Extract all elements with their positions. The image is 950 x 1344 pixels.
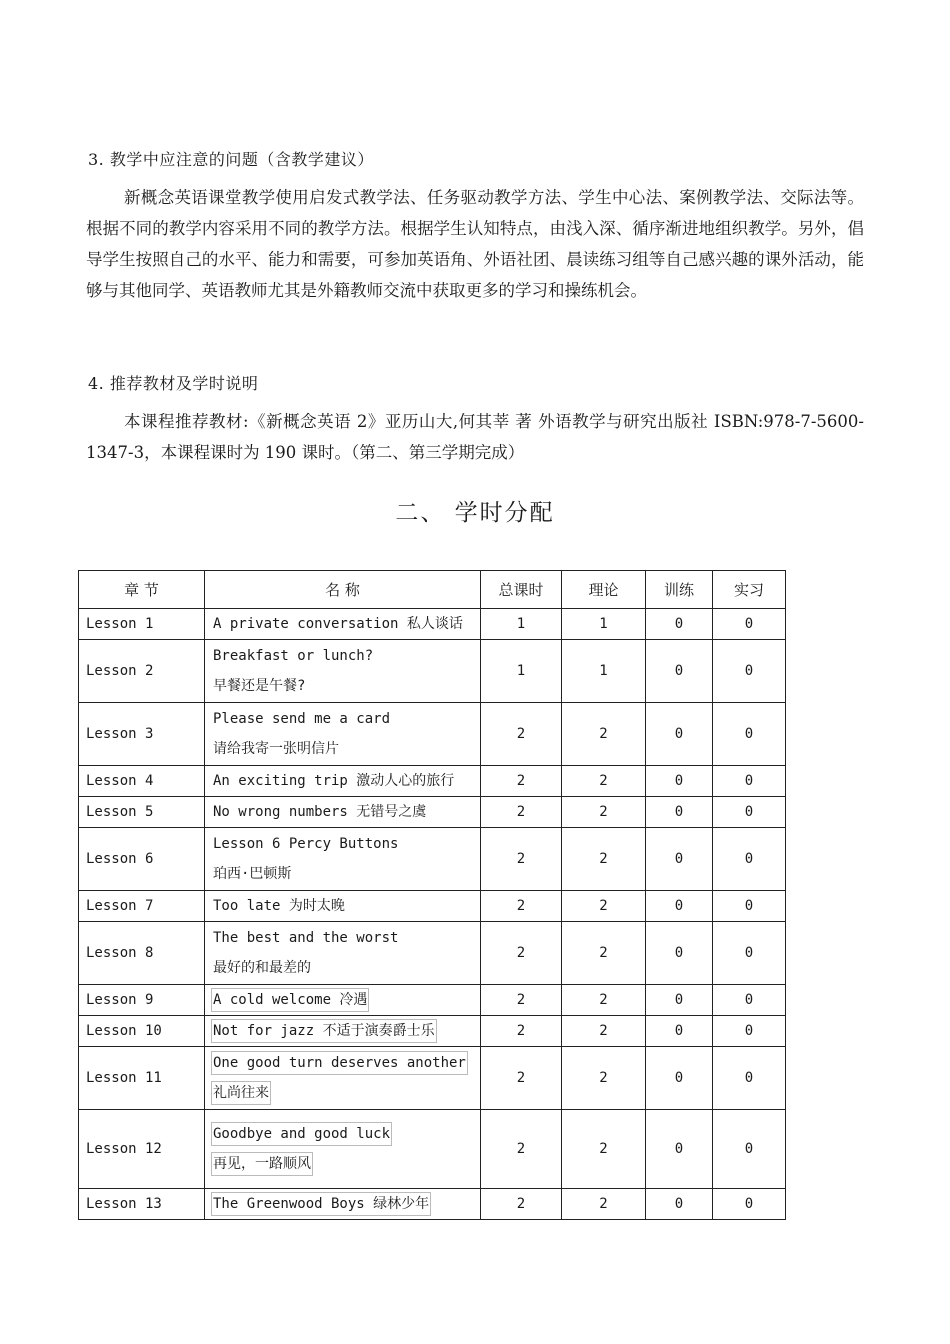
chapter-cell: Lesson 7 <box>79 891 205 922</box>
theory-hours-cell: 1 <box>562 609 646 640</box>
chapter-cell: Lesson 5 <box>79 797 205 828</box>
lesson-title-line <box>213 891 480 921</box>
lesson-title-line <box>213 704 480 734</box>
practice-hours-cell: 0 <box>713 1047 786 1110</box>
table-row <box>79 766 786 797</box>
section-3-paragraph: 新概念英语课堂教学使用启发式教学法、任务驱动教学方法、学生中心法、案例教学法、交际法等。根据不同的教学内容采用不同的教学方法。根据学生认知特点，由浅入深、循序渐进地组织教学。另外，倡导学生按照自己的水平、能力和需要，可参加英语角、外语社团、晨读练习组等自己感兴趣的课外活动，能够与其他同学、英语教师尤其是外籍教师交流中获取更多的学习和操练机会。 <box>86 188 864 300</box>
theory-hours-cell: 2 <box>562 703 646 766</box>
theory-hours-cell: 2 <box>562 1016 646 1047</box>
total-hours-cell: 2 <box>481 766 562 797</box>
chapter-cell: Lesson 3 <box>79 703 205 766</box>
section-3-heading: 3. 教学中应注意的问题（含教学建议） <box>88 150 374 169</box>
table-row <box>79 1047 786 1110</box>
table-body <box>79 609 786 1220</box>
lesson-title-translation <box>213 859 480 889</box>
chapter-cell: Lesson 2 <box>79 640 205 703</box>
chapter-cell: Lesson 13 <box>79 1189 205 1220</box>
lesson-title-text: Lesson 6 Percy Buttons <box>213 836 399 852</box>
lesson-title-line <box>213 797 480 827</box>
lesson-name-cell <box>205 1189 481 1220</box>
header-training: 训练 <box>646 571 713 609</box>
training-hours-cell: 0 <box>646 609 713 640</box>
practice-hours-cell: 0 <box>713 766 786 797</box>
chapter-cell: Lesson 4 <box>79 766 205 797</box>
lesson-title-text: Breakfast or lunch? <box>213 648 374 664</box>
table-header-row <box>79 571 786 609</box>
table-row <box>79 609 786 640</box>
lesson-title-text: 请给我寄一张明信片 <box>213 741 339 757</box>
lesson-title-text: A cold welcome 冷遇 <box>211 988 369 1012</box>
practice-hours-cell: 0 <box>713 891 786 922</box>
lesson-name-cell <box>205 1016 481 1047</box>
lesson-title-text: A private conversation 私人谈话 <box>213 616 463 632</box>
theory-hours-cell: 2 <box>562 797 646 828</box>
lesson-title-translation <box>213 671 480 701</box>
lesson-title-line <box>213 609 480 639</box>
lesson-name-cell <box>205 703 481 766</box>
theory-hours-cell: 2 <box>562 1189 646 1220</box>
lesson-title-text: 再见，一路顺风 <box>211 1152 313 1176</box>
lesson-title-translation <box>213 953 480 983</box>
section-4-paragraph: 本课程推荐教材:《新概念英语 2》亚历山大,何其莘 著 外语教学与研究出版社 ISBN:978-7-5600-1347-3，本课程课时为 190 课时。（第二、第三学期完成） <box>86 412 864 462</box>
training-hours-cell: 0 <box>646 766 713 797</box>
total-hours-cell: 2 <box>481 703 562 766</box>
lesson-title-text: 早餐还是午餐? <box>213 678 306 694</box>
lesson-name-cell <box>205 766 481 797</box>
lesson-title-text: 礼尚往来 <box>211 1081 271 1105</box>
total-hours-cell: 2 <box>481 1189 562 1220</box>
training-hours-cell: 0 <box>646 640 713 703</box>
total-hours-cell: 2 <box>481 891 562 922</box>
training-hours-cell: 0 <box>646 985 713 1016</box>
lesson-name-cell <box>205 985 481 1016</box>
section-title-hours-allocation: 二、 学时分配 <box>395 500 555 526</box>
lesson-title-text: No wrong numbers 无错号之虞 <box>213 804 427 820</box>
lesson-title-text: One good turn deserves another <box>211 1051 468 1075</box>
theory-hours-cell: 2 <box>562 922 646 985</box>
lesson-name-cell <box>205 797 481 828</box>
lesson-title-text: Not for jazz 不适于演奏爵士乐 <box>211 1019 437 1043</box>
chapter-cell: Lesson 11 <box>79 1047 205 1110</box>
lesson-title-line <box>213 1048 480 1078</box>
lesson-title-text: 珀西·巴顿斯 <box>213 866 292 882</box>
chapter-cell: Lesson 1 <box>79 609 205 640</box>
total-hours-cell: 2 <box>481 797 562 828</box>
training-hours-cell: 0 <box>646 797 713 828</box>
practice-hours-cell: 0 <box>713 922 786 985</box>
practice-hours-cell: 0 <box>713 1110 786 1189</box>
hours-allocation-table <box>78 570 786 1220</box>
theory-hours-cell: 2 <box>562 1047 646 1110</box>
total-hours-cell: 2 <box>481 985 562 1016</box>
lesson-title-line <box>213 1119 480 1149</box>
theory-hours-cell: 2 <box>562 766 646 797</box>
section-4-heading: 4. 推荐教材及学时说明 <box>88 374 259 393</box>
practice-hours-cell: 0 <box>713 985 786 1016</box>
lesson-name-cell <box>205 609 481 640</box>
table-row <box>79 703 786 766</box>
training-hours-cell: 0 <box>646 1110 713 1189</box>
lesson-title-text: Too late 为时太晚 <box>213 898 345 914</box>
table-row <box>79 1189 786 1220</box>
table-row <box>79 1110 786 1189</box>
lesson-title-line <box>213 1189 480 1219</box>
table-row <box>79 640 786 703</box>
lesson-name-cell <box>205 922 481 985</box>
lesson-title-line <box>213 766 480 796</box>
practice-hours-cell: 0 <box>713 703 786 766</box>
chapter-cell: Lesson 9 <box>79 985 205 1016</box>
lesson-name-cell <box>205 891 481 922</box>
lesson-title-line <box>213 1016 480 1046</box>
lesson-title-text: The best and the worst <box>213 930 399 946</box>
header-theory: 理论 <box>562 571 646 609</box>
training-hours-cell: 0 <box>646 1016 713 1047</box>
chapter-cell: Lesson 8 <box>79 922 205 985</box>
chapter-cell: Lesson 12 <box>79 1110 205 1189</box>
practice-hours-cell: 0 <box>713 1016 786 1047</box>
lesson-name-cell <box>205 1047 481 1110</box>
table-row <box>79 1016 786 1047</box>
lesson-title-text: An exciting trip 激动人心的旅行 <box>213 773 455 789</box>
lesson-title-line <box>213 829 480 859</box>
practice-hours-cell: 0 <box>713 609 786 640</box>
theory-hours-cell: 2 <box>562 985 646 1016</box>
table-row <box>79 797 786 828</box>
lesson-title-text: Goodbye and good luck <box>211 1122 392 1146</box>
total-hours-cell: 2 <box>481 1110 562 1189</box>
total-hours-cell: 2 <box>481 828 562 891</box>
lesson-title-line <box>213 641 480 671</box>
total-hours-cell: 1 <box>481 609 562 640</box>
theory-hours-cell: 2 <box>562 828 646 891</box>
lesson-name-cell <box>205 1110 481 1189</box>
training-hours-cell: 0 <box>646 1047 713 1110</box>
training-hours-cell: 0 <box>646 922 713 985</box>
chapter-cell: Lesson 6 <box>79 828 205 891</box>
lesson-title-translation <box>213 734 480 764</box>
lesson-title-line <box>213 923 480 953</box>
training-hours-cell: 0 <box>646 828 713 891</box>
table-row <box>79 922 786 985</box>
total-hours-cell: 2 <box>481 922 562 985</box>
practice-hours-cell: 0 <box>713 640 786 703</box>
header-total-hours: 总课时 <box>481 571 562 609</box>
lesson-title-text: The Greenwood Boys 绿林少年 <box>211 1192 431 1216</box>
theory-hours-cell: 1 <box>562 640 646 703</box>
header-chapter: 章 节 <box>79 571 205 609</box>
lesson-name-cell <box>205 828 481 891</box>
table-row <box>79 891 786 922</box>
table-row <box>79 828 786 891</box>
theory-hours-cell: 2 <box>562 1110 646 1189</box>
chapter-cell: Lesson 10 <box>79 1016 205 1047</box>
theory-hours-cell: 2 <box>562 891 646 922</box>
practice-hours-cell: 0 <box>713 1189 786 1220</box>
lesson-title-text: Please send me a card <box>213 711 391 727</box>
total-hours-cell: 2 <box>481 1016 562 1047</box>
lesson-title-line <box>213 985 480 1015</box>
training-hours-cell: 0 <box>646 703 713 766</box>
total-hours-cell: 1 <box>481 640 562 703</box>
table-row <box>79 985 786 1016</box>
total-hours-cell: 2 <box>481 1047 562 1110</box>
header-practice: 实习 <box>713 571 786 609</box>
training-hours-cell: 0 <box>646 1189 713 1220</box>
lesson-name-cell <box>205 640 481 703</box>
practice-hours-cell: 0 <box>713 828 786 891</box>
lesson-title-translation <box>213 1078 480 1108</box>
lesson-title-text: 最好的和最差的 <box>213 960 311 976</box>
practice-hours-cell: 0 <box>713 797 786 828</box>
training-hours-cell: 0 <box>646 891 713 922</box>
lesson-title-translation <box>213 1149 480 1179</box>
header-name: 名 称 <box>205 571 481 609</box>
